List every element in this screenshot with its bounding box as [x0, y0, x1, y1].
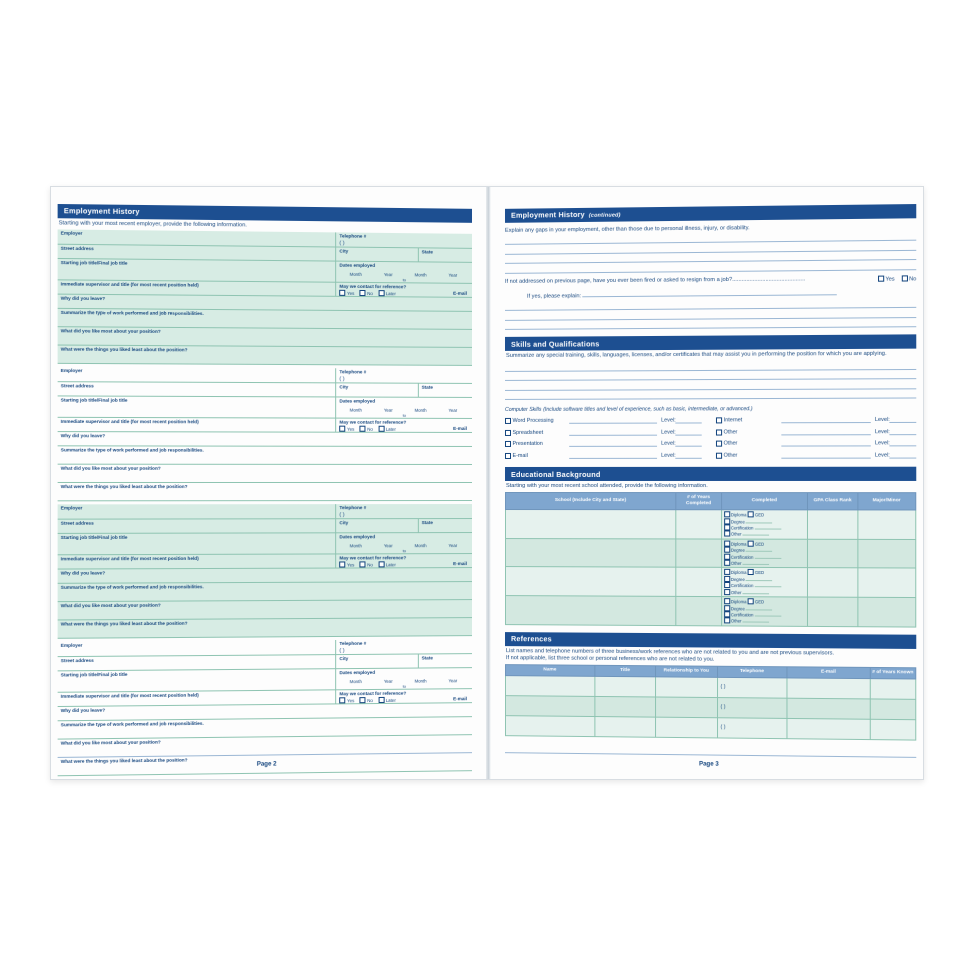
liked-most-field[interactable]: What did you like most about your position?: [60, 602, 161, 609]
why-leave-field[interactable]: Why did you leave?: [60, 707, 106, 714]
computer-skills-grid: [505, 415, 916, 462]
col-gpa: GPA Class Rank: [808, 493, 858, 510]
summarize-field[interactable]: Summarize the type of work performed and job responsibilities.: [60, 447, 204, 453]
dates-employed-field[interactable]: Dates employed Month Year Month Year to: [335, 533, 471, 553]
checkbox-degree[interactable]: [724, 547, 730, 553]
cell-title[interactable]: [595, 716, 656, 737]
section-header-references: [505, 632, 916, 649]
cell-years-known[interactable]: [870, 699, 916, 720]
employer-block: [58, 367, 472, 501]
employment-instruction: Starting with your most recent employer, provide the following information.: [58, 220, 247, 229]
section-header-skills: [505, 335, 916, 351]
checkbox-certification[interactable]: [724, 611, 730, 617]
checkbox-later[interactable]: [378, 697, 384, 703]
checkbox-diploma[interactable]: [724, 598, 730, 604]
liked-most-field[interactable]: What did you like most about your position?: [60, 328, 161, 334]
cell-name[interactable]: [505, 715, 594, 736]
job-title-field[interactable]: Starting job title/Final job title: [60, 259, 128, 266]
col-completed: Completed: [721, 493, 808, 510]
col-title: Title: [595, 665, 656, 677]
computer-skills-right-column: [716, 415, 916, 462]
col-email: E-mail: [787, 666, 870, 678]
dates-employed-field[interactable]: Dates employed Month Year Month Year to: [335, 397, 471, 418]
education-table: [505, 492, 916, 627]
table-row[interactable]: [505, 715, 915, 739]
skills-instruction: Summarize any special training, skills, languages, licenses, and/or certificates that may assist you in performing the position for which you are applying.: [505, 351, 887, 360]
col-major: Major/Minor: [857, 493, 915, 510]
fired-yes-no[interactable]: Yes No: [878, 275, 916, 282]
cell-completed[interactable]: Diploma GED Degree Certification Other: [721, 597, 808, 626]
may-contact-field[interactable]: May we contact for reference? E-mail Yes No Later: [335, 283, 471, 297]
continued-label: (continued): [588, 212, 621, 220]
telephone-field[interactable]: Telephone # ( ): [335, 368, 471, 383]
col-years: # of Years Completed: [676, 493, 721, 510]
open-booklet: [50, 186, 924, 780]
skill-row[interactable]: E-mail Level:: [505, 450, 702, 458]
telephone-field[interactable]: Telephone # ( ): [335, 639, 471, 654]
section-header-employment-history: [58, 204, 472, 223]
section-title: References: [511, 634, 552, 644]
page-left: [43, 181, 486, 784]
checkbox-degree[interactable]: [724, 605, 730, 611]
checkbox-degree[interactable]: [724, 518, 730, 524]
telephone-field[interactable]: Telephone # ( ): [335, 504, 471, 518]
checkbox-yes[interactable]: [339, 290, 345, 296]
section-title: Skills and Qualifications: [511, 339, 600, 349]
cell-major[interactable]: [857, 597, 915, 626]
skill-row[interactable]: Word Processing Level:: [505, 416, 702, 425]
cell-major[interactable]: [857, 568, 915, 597]
checkbox-diploma[interactable]: [724, 540, 730, 546]
explain-label: If yes, please explain:: [527, 286, 916, 299]
checkbox-ged[interactable]: [748, 540, 754, 546]
employer-block: [58, 229, 472, 365]
checkbox-diploma[interactable]: [724, 569, 730, 575]
may-contact-field[interactable]: May we contact for reference? E-mail Yes No Later: [335, 419, 471, 432]
liked-least-field[interactable]: What were the things you liked least about the position?: [60, 620, 188, 627]
cell-gpa[interactable]: [808, 568, 858, 597]
checkbox-later[interactable]: [378, 290, 384, 296]
education-header-row: [505, 493, 915, 510]
employer-field[interactable]: Employer: [60, 230, 83, 236]
table-row[interactable]: [505, 538, 915, 568]
skills-answer-lines[interactable]: [505, 360, 916, 400]
col-school: School (Include City and State): [505, 493, 676, 510]
cell-telephone[interactable]: ( ): [717, 697, 787, 718]
checkbox-ged[interactable]: [748, 598, 754, 604]
table-row[interactable]: [505, 596, 915, 627]
state-field[interactable]: State: [418, 654, 472, 667]
checkbox-skill[interactable]: [716, 429, 722, 435]
summarize-field[interactable]: Summarize the type of work performed and job responsibilities.: [60, 309, 204, 316]
cell-name[interactable]: [505, 675, 594, 696]
employer-field[interactable]: Employer: [60, 367, 83, 374]
checkbox-certification[interactable]: [724, 553, 730, 559]
checkbox-other[interactable]: [724, 618, 730, 624]
supervisor-field[interactable]: Immediate supervisor and title (for most recent position held): [60, 692, 199, 699]
state-field[interactable]: State: [418, 384, 472, 397]
checkbox-later[interactable]: [378, 561, 384, 567]
employer-field[interactable]: Employer: [60, 505, 83, 511]
may-contact-field[interactable]: May we contact for reference? E-mail Yes No Later: [335, 689, 471, 703]
cell-years[interactable]: [676, 596, 721, 625]
job-title-field[interactable]: Starting job title/Final job title: [60, 671, 128, 678]
section-title: Employment History: [511, 210, 585, 221]
cell-gpa[interactable]: [808, 539, 858, 568]
leader-dots: ..............................................: [732, 276, 806, 283]
checkbox-yes[interactable]: [339, 561, 345, 567]
section-title: Educational Background: [511, 469, 601, 479]
table-row[interactable]: [505, 510, 915, 540]
checkbox-ged[interactable]: [748, 512, 754, 518]
table-row[interactable]: [505, 567, 915, 598]
checkbox-diploma[interactable]: [724, 511, 730, 517]
col-years-known: # of Years Known: [870, 667, 916, 679]
cell-gpa[interactable]: [808, 597, 858, 626]
gaps-answer-lines[interactable]: [505, 231, 916, 273]
checkbox-skill[interactable]: [716, 418, 722, 424]
why-leave-field[interactable]: Why did you leave?: [60, 570, 106, 576]
computer-skills-title: Computer Skills (Include software titles and level of experience, such as basic, intermediate, or advanced.): [504, 406, 753, 414]
footer-rule: [505, 752, 916, 758]
checkbox-skill[interactable]: [716, 441, 722, 447]
checkbox-yes[interactable]: [878, 275, 884, 281]
may-contact-field[interactable]: May we contact for reference? E-mail Yes No Later: [335, 554, 471, 567]
checkbox-no[interactable]: [360, 426, 366, 432]
street-address-field[interactable]: Street address: [60, 657, 94, 664]
checkbox-no[interactable]: [901, 275, 907, 281]
liked-most-field[interactable]: What did you like most about your position?: [60, 465, 161, 471]
col-relationship: Relationship to You: [656, 665, 717, 677]
checkbox-yes[interactable]: [339, 426, 345, 432]
liked-least-field[interactable]: What were the things you liked least about the position?: [60, 483, 188, 490]
employer-field[interactable]: Employer: [60, 642, 83, 648]
job-title-field[interactable]: Starting job title/Final job title: [60, 534, 128, 540]
cell-title[interactable]: [595, 676, 656, 697]
cell-gpa[interactable]: [808, 510, 858, 539]
liked-least-field[interactable]: What were the things you liked least about the position?: [60, 346, 188, 353]
dates-employed-field[interactable]: Dates employed Month Year Month Year to: [335, 262, 471, 283]
liked-most-field[interactable]: What did you like most about your position?: [60, 739, 161, 746]
skill-row[interactable]: Other Level:: [716, 427, 916, 436]
cell-email[interactable]: [787, 698, 870, 719]
cell-name[interactable]: [505, 695, 594, 716]
cell-completed[interactable]: Diploma GED Degree Certification Other: [721, 539, 808, 568]
checkbox-other[interactable]: [724, 560, 730, 566]
why-leave-field[interactable]: Why did you leave?: [60, 295, 106, 302]
education-instruction: Starting with your most recent school attended, provide the following information.: [505, 483, 708, 490]
street-address-field[interactable]: Street address: [60, 245, 94, 252]
references-instruction-2: If not applicable, list three school or personal references who are not related to you.: [505, 654, 715, 663]
explain-answer-lines[interactable]: [505, 298, 916, 330]
page-number-right: Page 3: [698, 761, 719, 768]
cell-relationship[interactable]: [656, 677, 717, 698]
city-field[interactable]: City: [335, 383, 417, 396]
cell-completed[interactable]: Diploma GED Degree Certification Other: [721, 510, 808, 539]
checkbox-skill[interactable]: [505, 418, 511, 424]
col-name: Name: [505, 664, 594, 676]
section-header-education: [505, 467, 916, 481]
references-table: [505, 664, 916, 740]
city-field[interactable]: City: [335, 519, 417, 532]
references-instruction-1: List names and telephone numbers of three business/work references who are not related to you and are not previous supervisors.: [505, 647, 835, 657]
cell-years[interactable]: [676, 568, 721, 597]
skill-row[interactable]: Other Level:: [716, 450, 916, 458]
cell-years-known[interactable]: [870, 719, 916, 740]
skill-row[interactable]: Internet Level:: [716, 415, 916, 424]
street-address-field[interactable]: Street address: [60, 383, 94, 389]
why-leave-field[interactable]: Why did you leave?: [60, 433, 106, 439]
summarize-field[interactable]: Summarize the type of work performed and job responsibilities.: [60, 584, 204, 590]
checkbox-certification[interactable]: [724, 524, 730, 530]
checkbox-certification[interactable]: [724, 582, 730, 588]
cell-relationship[interactable]: [656, 717, 717, 738]
checkbox-ged[interactable]: [748, 569, 754, 575]
computer-skills-left-column: [505, 416, 702, 463]
checkbox-other[interactable]: [724, 589, 730, 595]
street-address-field[interactable]: Street address: [60, 520, 94, 526]
cell-years-known[interactable]: [870, 678, 916, 699]
cell-school[interactable]: [505, 510, 676, 539]
page-number-left: Page 2: [256, 761, 277, 768]
supervisor-field[interactable]: Immediate supervisor and title (for most recent position held): [60, 418, 199, 425]
checkbox-no[interactable]: [360, 697, 366, 703]
section-title: Employment History: [63, 206, 140, 217]
job-title-field[interactable]: Starting job title/Final job title: [60, 397, 128, 403]
cell-years[interactable]: [676, 510, 721, 539]
computer-skills-note: (Include software titles and level of experience, such as basic, intermediate, or advanced.): [543, 406, 753, 414]
checkbox-no[interactable]: [360, 561, 366, 567]
page-right: [491, 181, 931, 784]
city-field[interactable]: City: [335, 654, 417, 668]
state-field[interactable]: State: [418, 248, 472, 262]
skill-row[interactable]: Presentation Level:: [505, 439, 702, 447]
cell-major[interactable]: [857, 539, 915, 568]
cell-email[interactable]: [787, 678, 870, 699]
cell-years[interactable]: [676, 539, 721, 568]
cell-school[interactable]: [505, 596, 676, 626]
summarize-field[interactable]: Summarize the type of work performed and job responsibilities.: [60, 720, 204, 728]
supervisor-field[interactable]: Immediate supervisor and title (for most recent position held): [60, 555, 199, 562]
liked-least-field[interactable]: What were the things you liked least about the position?: [60, 757, 188, 764]
fired-question: Yes No If not addressed on previous page, have you ever been fired or asked to resign from a job?..............................................: [504, 276, 917, 285]
cell-email[interactable]: [787, 718, 870, 739]
employer-block: [58, 504, 472, 639]
checkbox-skill[interactable]: [505, 441, 511, 447]
checkbox-no[interactable]: [360, 290, 366, 296]
cell-major[interactable]: [857, 510, 915, 539]
checkbox-yes[interactable]: [339, 697, 345, 703]
supervisor-field[interactable]: Immediate supervisor and title (for most recent position held): [60, 281, 199, 288]
cell-title[interactable]: [595, 696, 656, 717]
skill-row[interactable]: Spreadsheet Level:: [505, 427, 702, 435]
checkbox-later[interactable]: [378, 426, 384, 432]
cell-school[interactable]: [505, 538, 676, 567]
cell-completed[interactable]: Diploma GED Degree Certification Other: [721, 568, 808, 597]
city-field[interactable]: City: [335, 247, 417, 261]
cell-relationship[interactable]: [656, 697, 717, 718]
checkbox-skill[interactable]: [505, 453, 511, 459]
cell-telephone[interactable]: ( ): [717, 717, 787, 738]
cell-telephone[interactable]: ( ): [717, 677, 787, 698]
cell-school[interactable]: [505, 567, 676, 596]
checkbox-other[interactable]: [724, 531, 730, 537]
state-field[interactable]: State: [418, 519, 472, 532]
skill-row[interactable]: Other Level:: [716, 438, 916, 446]
checkbox-skill[interactable]: [505, 430, 511, 436]
section-header-employment-history-continued: [505, 204, 916, 223]
checkbox-degree[interactable]: [724, 576, 730, 582]
col-telephone: Telephone: [717, 666, 787, 678]
checkbox-skill[interactable]: [716, 452, 722, 458]
telephone-field[interactable]: Telephone # ( ): [335, 232, 471, 247]
dates-employed-field[interactable]: Dates employed Month Year Month Year to: [335, 668, 471, 689]
gaps-question: Explain any gaps in your employment, other than those due to personal illness, injury, or disability.: [504, 224, 750, 234]
